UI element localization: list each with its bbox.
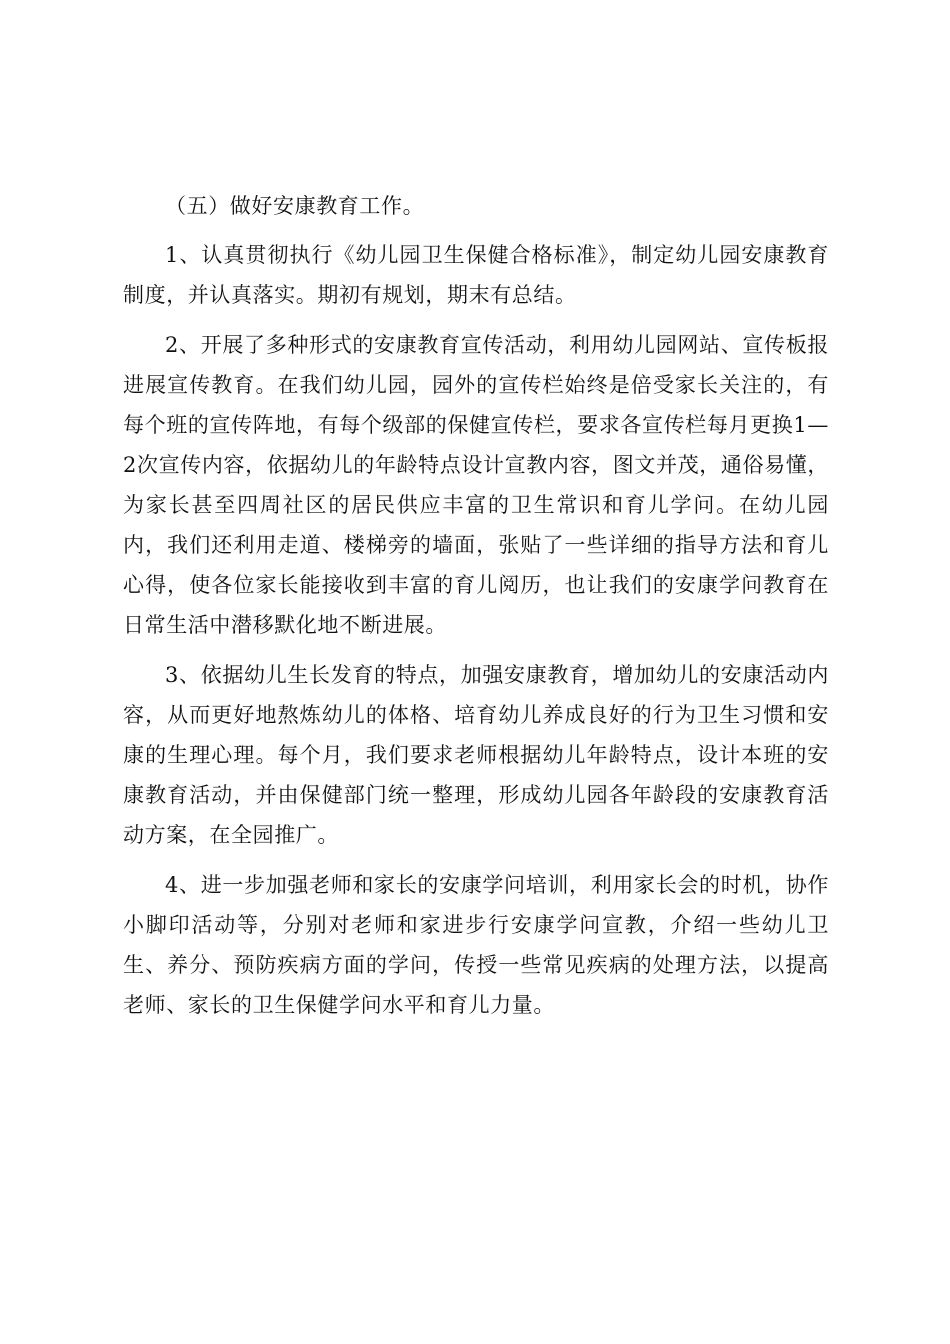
paragraph-1: 1、认真贯彻执行《幼儿园卫生保健合格标准》，制定幼儿园安康教育制度，并认真落实。期初有规划，期末有总结。 xyxy=(123,243,829,307)
paragraph-4: 4、进一步加强老师和家长的安康学问培训，利用家长会的时机，协作小脚印活动等，分别对老师和家进步行安康学问宣教，介绍一些幼儿卫生、养分、预防疾病方面的学问，传授一些常见疾病的处理方法，以提高老师、家长的卫生保健学问水平和育儿力量。 xyxy=(123,873,829,1017)
paragraph-3: 3、依据幼儿生长发育的特点，加强安康教育，增加幼儿的安康活动内容，从而更好地熬炼幼儿的体格、培育幼儿养成良好的行为卫生习惯和安康的生理心理。每个月，我们要求老师根据幼儿年龄特点，设计本班的安康教育活动，并由保健部门统一整理，形成幼儿园各年龄段的安康教育活动方案，在全园推广。 xyxy=(123,663,829,847)
section-heading: （五）做好安康教育工作。 xyxy=(165,194,425,218)
document-body xyxy=(123,186,829,1035)
paragraph-2: 2、开展了多种形式的安康教育宣传活动，利用幼儿园网站、宣传板报进展宣传教育。在我们幼儿园，园外的宣传栏始终是倍受家长关注的，有每个班的宣传阵地，有每个级部的保健宣传栏，要求各宣传栏每月更换1—2次宣传内容，依据幼儿的年龄特点设计宣教内容，图文并茂，通俗易懂，为家长甚至四周社区的居民供应丰富的卫生常识和育儿学问。在幼儿园内，我们还利用走道、楼梯旁的墙面，张贴了一些详细的指导方法和育儿心得，使各位家长能接收到丰富的育儿阅历，也让我们的安康学问教育在日常生活中潜移默化地不断进展。 xyxy=(123,333,829,637)
